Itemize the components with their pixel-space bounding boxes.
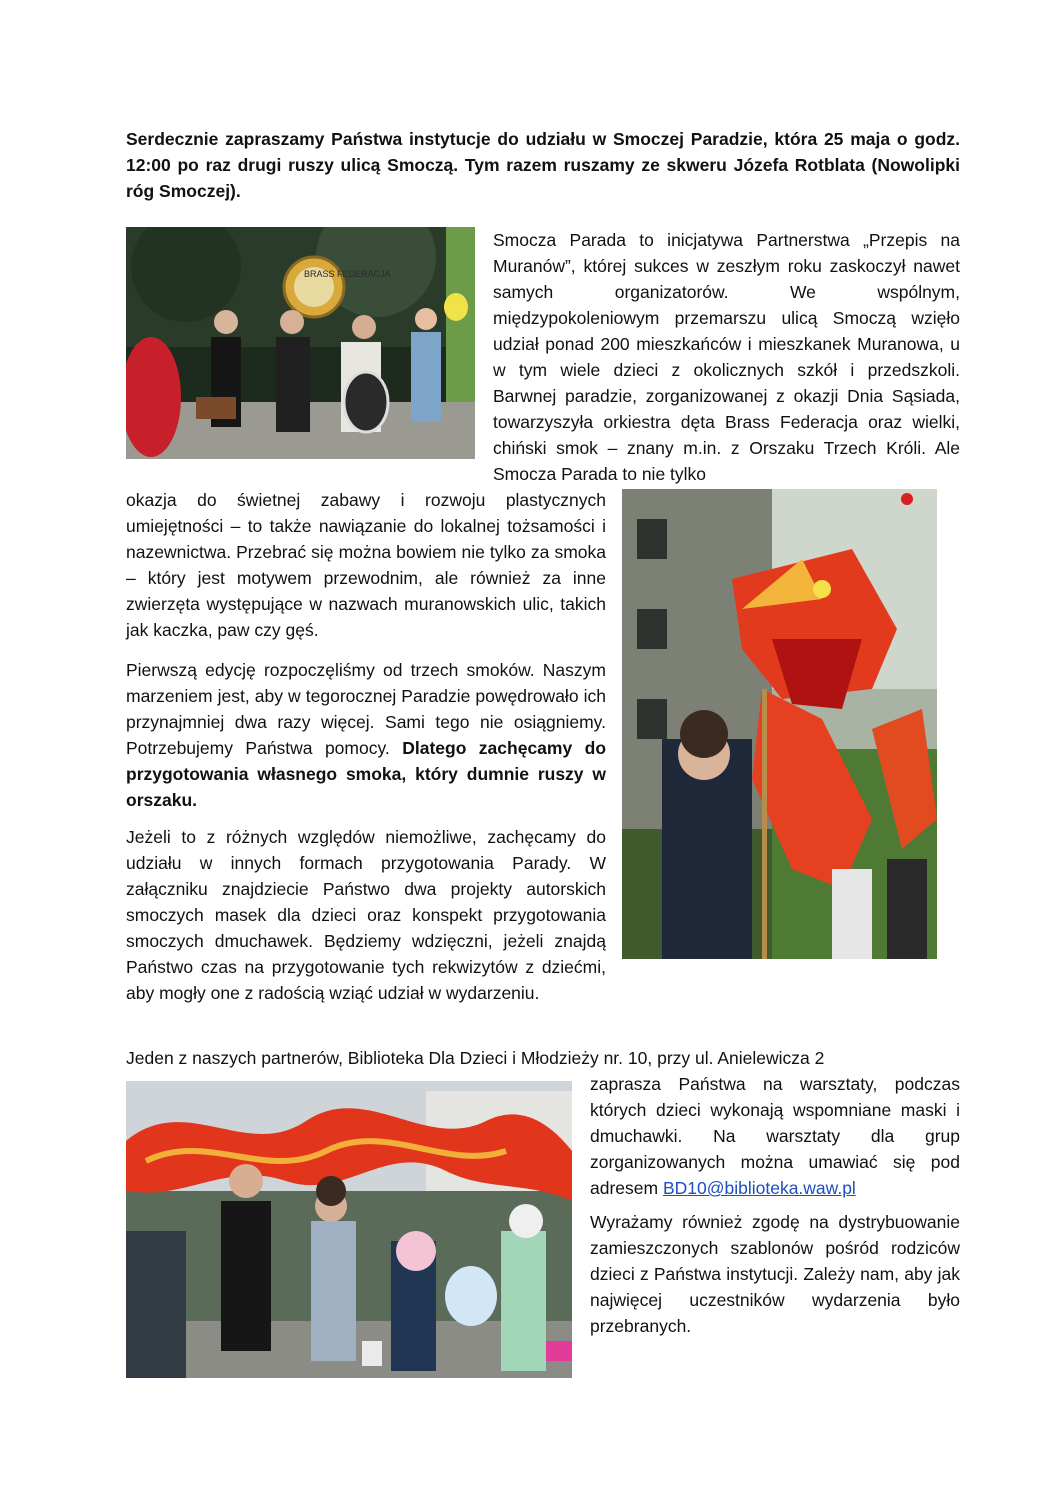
para4-first-line: Jeden z naszych partnerów, Biblioteka Dla Dzieci i Młodzieży nr. 10, przy ul. Anielewicza 2 [126,1048,825,1068]
intro-paragraph: Serdecznie zapraszamy Państwa instytucje do udziału w Smoczej Paradzie, która 25 maja o godz. 12:00 po raz drugi ruszy ulicą Smoczą. Tym razem ruszamy ze skweru Józefa Rotblata (Nowolipki róg Smoczej). [126,129,960,201]
para2-paragraph [126,657,606,813]
para4-text: zaprasza Państwa na warsztaty, podczas których dzieci wykonają wspomniane maski i dmuchawki. Na warsztaty dla grup zorganizowanych można umawiać się pod adresem [590,1074,960,1198]
dragon-head-photo [622,489,937,959]
drum-label: BRASS FEDERACJA [304,269,391,279]
brass-band-photo [126,227,475,459]
para4-right-column [590,1071,960,1201]
para2-normal-text: Pierwszą edycję rozpoczęliśmy od trzech smoków. Naszym marzeniem jest, aby w tegorocznej Paradzie powędrowało ich przynajmniej dwa razy więcej. Sami tego nie osiągniemy. Potrzebujemy Państwa pomocy. [126,660,606,758]
para2-bold-text: Dlatego zachęcamy do przygotowania własnego smoka, który dumnie ruszy w orszaku. [126,738,607,810]
para3-paragraph: Jeżeli to z różnych względów niemożliwe, zachęcamy do udziału w innych formach przygotowania Parady. W załączniku znajdziecie Państwo dwa projekty autorskich smoczych masek dla dzieci oraz konspekt przygotowania smoczych dmuchawek. Będziemy wdzięczni, jeżeli znajdą Państwo czas na przygotowanie tych rekwizytów z dziećmi, aby mogły one z radością wziąć udział w wydarzeniu. [126,827,606,1003]
para1-left-column: okazja do świetnej zabawy i rozwoju plastycznych umiejętności – to także nawiązanie do lokalnej tożsamości i nazewnictwa. Przebrać się można bowiem nie tylko za smoka – który jest motywem przewodnim, ale również za inne zwierzęta występujące w nazwach muranowskich ulic, takich jak kaczka, paw czy gęś. [126,490,606,640]
para5-paragraph: Wyrażamy również zgodę na dystrybuowanie zamieszczonych szablonów pośród rodziców dzieci z Państwa instytucji. Zależy nam, aby jak najwięcej uczestników wydarzenia było przebranych. [590,1212,960,1336]
parade-dragon-photo [126,1081,572,1378]
para1-right-column: Smocza Parada to inicjatywa Partnerstwa „Przepis na Muranów”, której sukces w zeszłym roku zaskoczył nawet samych organizatorów. We wspólnym, międzypokoleniowym przemarszu ulicą Smoczą wzięło udział ponad 200 mieszkańców i mieszkanek Muranowa, u w tym wiele dzieci z okolicznych szkół i przedszkoli. Barwnej paradzie, zorganizowanej z okazji Dnia Sąsiada, towarzyszyła orkiestra dęta Brass Federacja oraz wielki, chiński smok – znany m.in. z Orszaku Trzech Króli. Ale Smocza Parada to nie tylko [493,230,960,484]
email-link[interactable]: BD10@biblioteka.waw.pl [662,1178,856,1198]
